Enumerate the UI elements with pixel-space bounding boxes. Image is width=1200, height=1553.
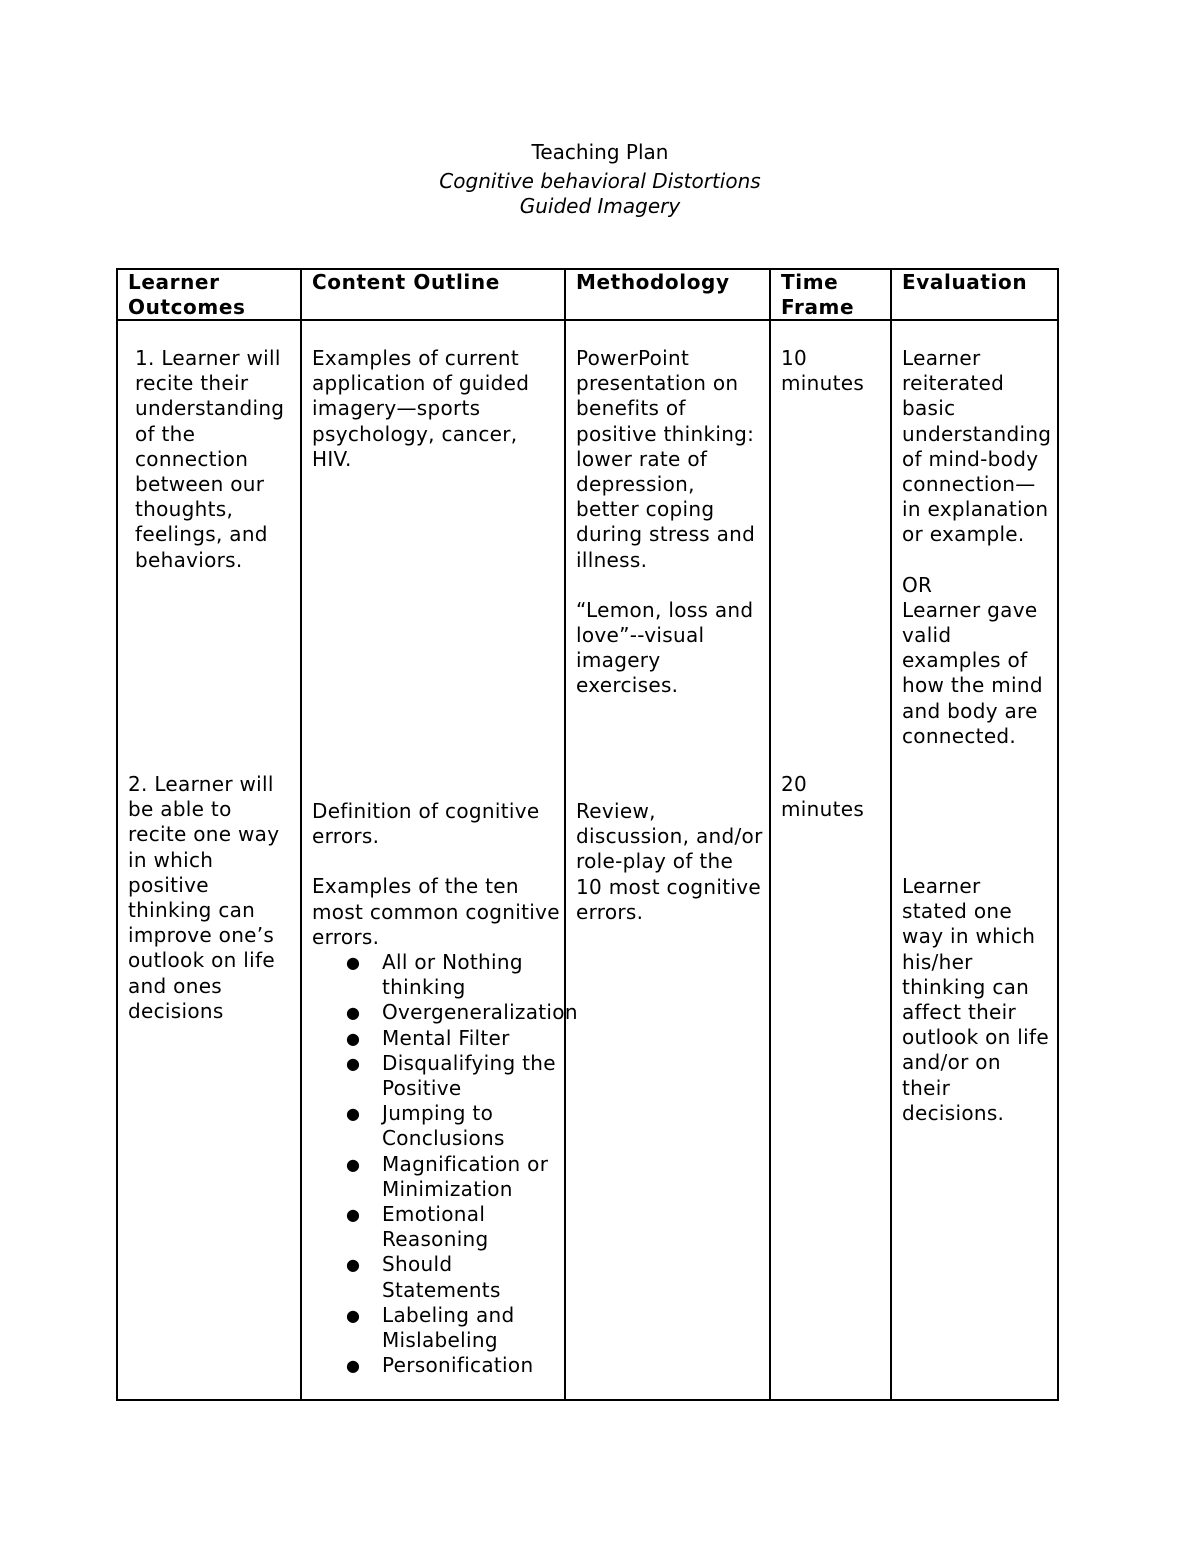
evaluation-1 (902, 346, 1052, 749)
evaluation-1-option-b: Learner gave valid examples of how the mind and body are connected. (902, 597, 1043, 748)
list-item: ● Emotional Reasoning (346, 1202, 489, 1252)
header-content-outline: Content Outline (312, 270, 500, 294)
subtitle-topic: Cognitive behavioral Distortions (439, 169, 761, 193)
content-2-definition: Definition of cognitive errors. (312, 799, 540, 849)
header-methodology: Methodology (576, 270, 730, 294)
bullet-icon: ● (346, 1053, 361, 1073)
list-item: ● All or Nothing thinking (346, 950, 523, 1000)
column-divider (769, 268, 771, 1401)
bullet-icon: ● (346, 1154, 361, 1174)
list-item: ● Mental Filter (346, 1025, 510, 1050)
methodology-2: Review, discussion, and/or role-play of the 10 most cognitive errors. (576, 799, 763, 924)
outcome-1: 1. Learner will recite their understanding of the connection between our thoughts, feelings, and behaviors. (135, 346, 285, 572)
outcome-2: 2. Learner will be able to recite one way in which positive thinking can improve one’s outlook on life and ones decisions (128, 772, 280, 1023)
bullet-icon: ● (346, 1356, 361, 1376)
content-2-examples: Examples of the ten most common cognitive errors. (312, 874, 560, 949)
methodology-1-exercise: “Lemon, loss and love”--visual imagery exercises. (576, 597, 754, 698)
page-title: Teaching Plan (531, 140, 669, 164)
list-item: ● Jumping to Conclusions (346, 1101, 505, 1151)
content-1: Examples of current application of guided imagery—sports psychology, cancer, HIV. (312, 346, 530, 471)
evaluation-1-or: OR (902, 572, 933, 597)
list-item: ● Labeling and Mislabeling (346, 1302, 515, 1353)
content-2 (312, 799, 578, 1378)
header-evaluation: Evaluation (902, 270, 1028, 294)
bullet-icon: ● (346, 953, 361, 973)
time-frame-2: 20 minutes (781, 772, 865, 822)
bullet-icon: ● (346, 1205, 361, 1225)
list-item: ● Magnification or Minimization (346, 1151, 549, 1201)
header-time-frame: Time Frame (781, 270, 855, 319)
evaluation-1-option-a: Learner reiterated basic understanding of mind-body connection—in explanation or example. (902, 346, 1052, 547)
bullet-icon: ● (346, 1104, 361, 1124)
list-item: ● Should Statements (346, 1252, 501, 1302)
evaluation-2: Learner stated one way in which his/her thinking can affect their outlook on life and/or on their decisions. (902, 874, 1049, 1125)
bullet-icon: ● (346, 1255, 361, 1275)
header-learner-outcomes: Learner Outcomes (128, 270, 246, 319)
cognitive-errors-list (312, 950, 578, 1378)
document-header (0, 140, 1200, 219)
list-item: ● Overgeneralization (346, 1000, 578, 1025)
list-item: ● Disqualifying the Positive (346, 1050, 556, 1101)
bullet-icon: ● (346, 1305, 361, 1325)
methodology-1 (576, 346, 764, 699)
bullet-icon: ● (346, 1028, 361, 1048)
column-divider (300, 268, 302, 1401)
column-divider (890, 268, 892, 1401)
subtitle-method: Guided Imagery (519, 194, 681, 218)
column-divider (564, 268, 566, 1401)
time-frame-1: 10 minutes (781, 346, 865, 396)
list-item: ● Personification (346, 1353, 534, 1378)
methodology-1-presentation: PowerPoint presentation on benefits of positive thinking: lower rate of depression, better coping during stress and illness. (576, 346, 756, 572)
bullet-icon: ● (346, 1003, 361, 1023)
